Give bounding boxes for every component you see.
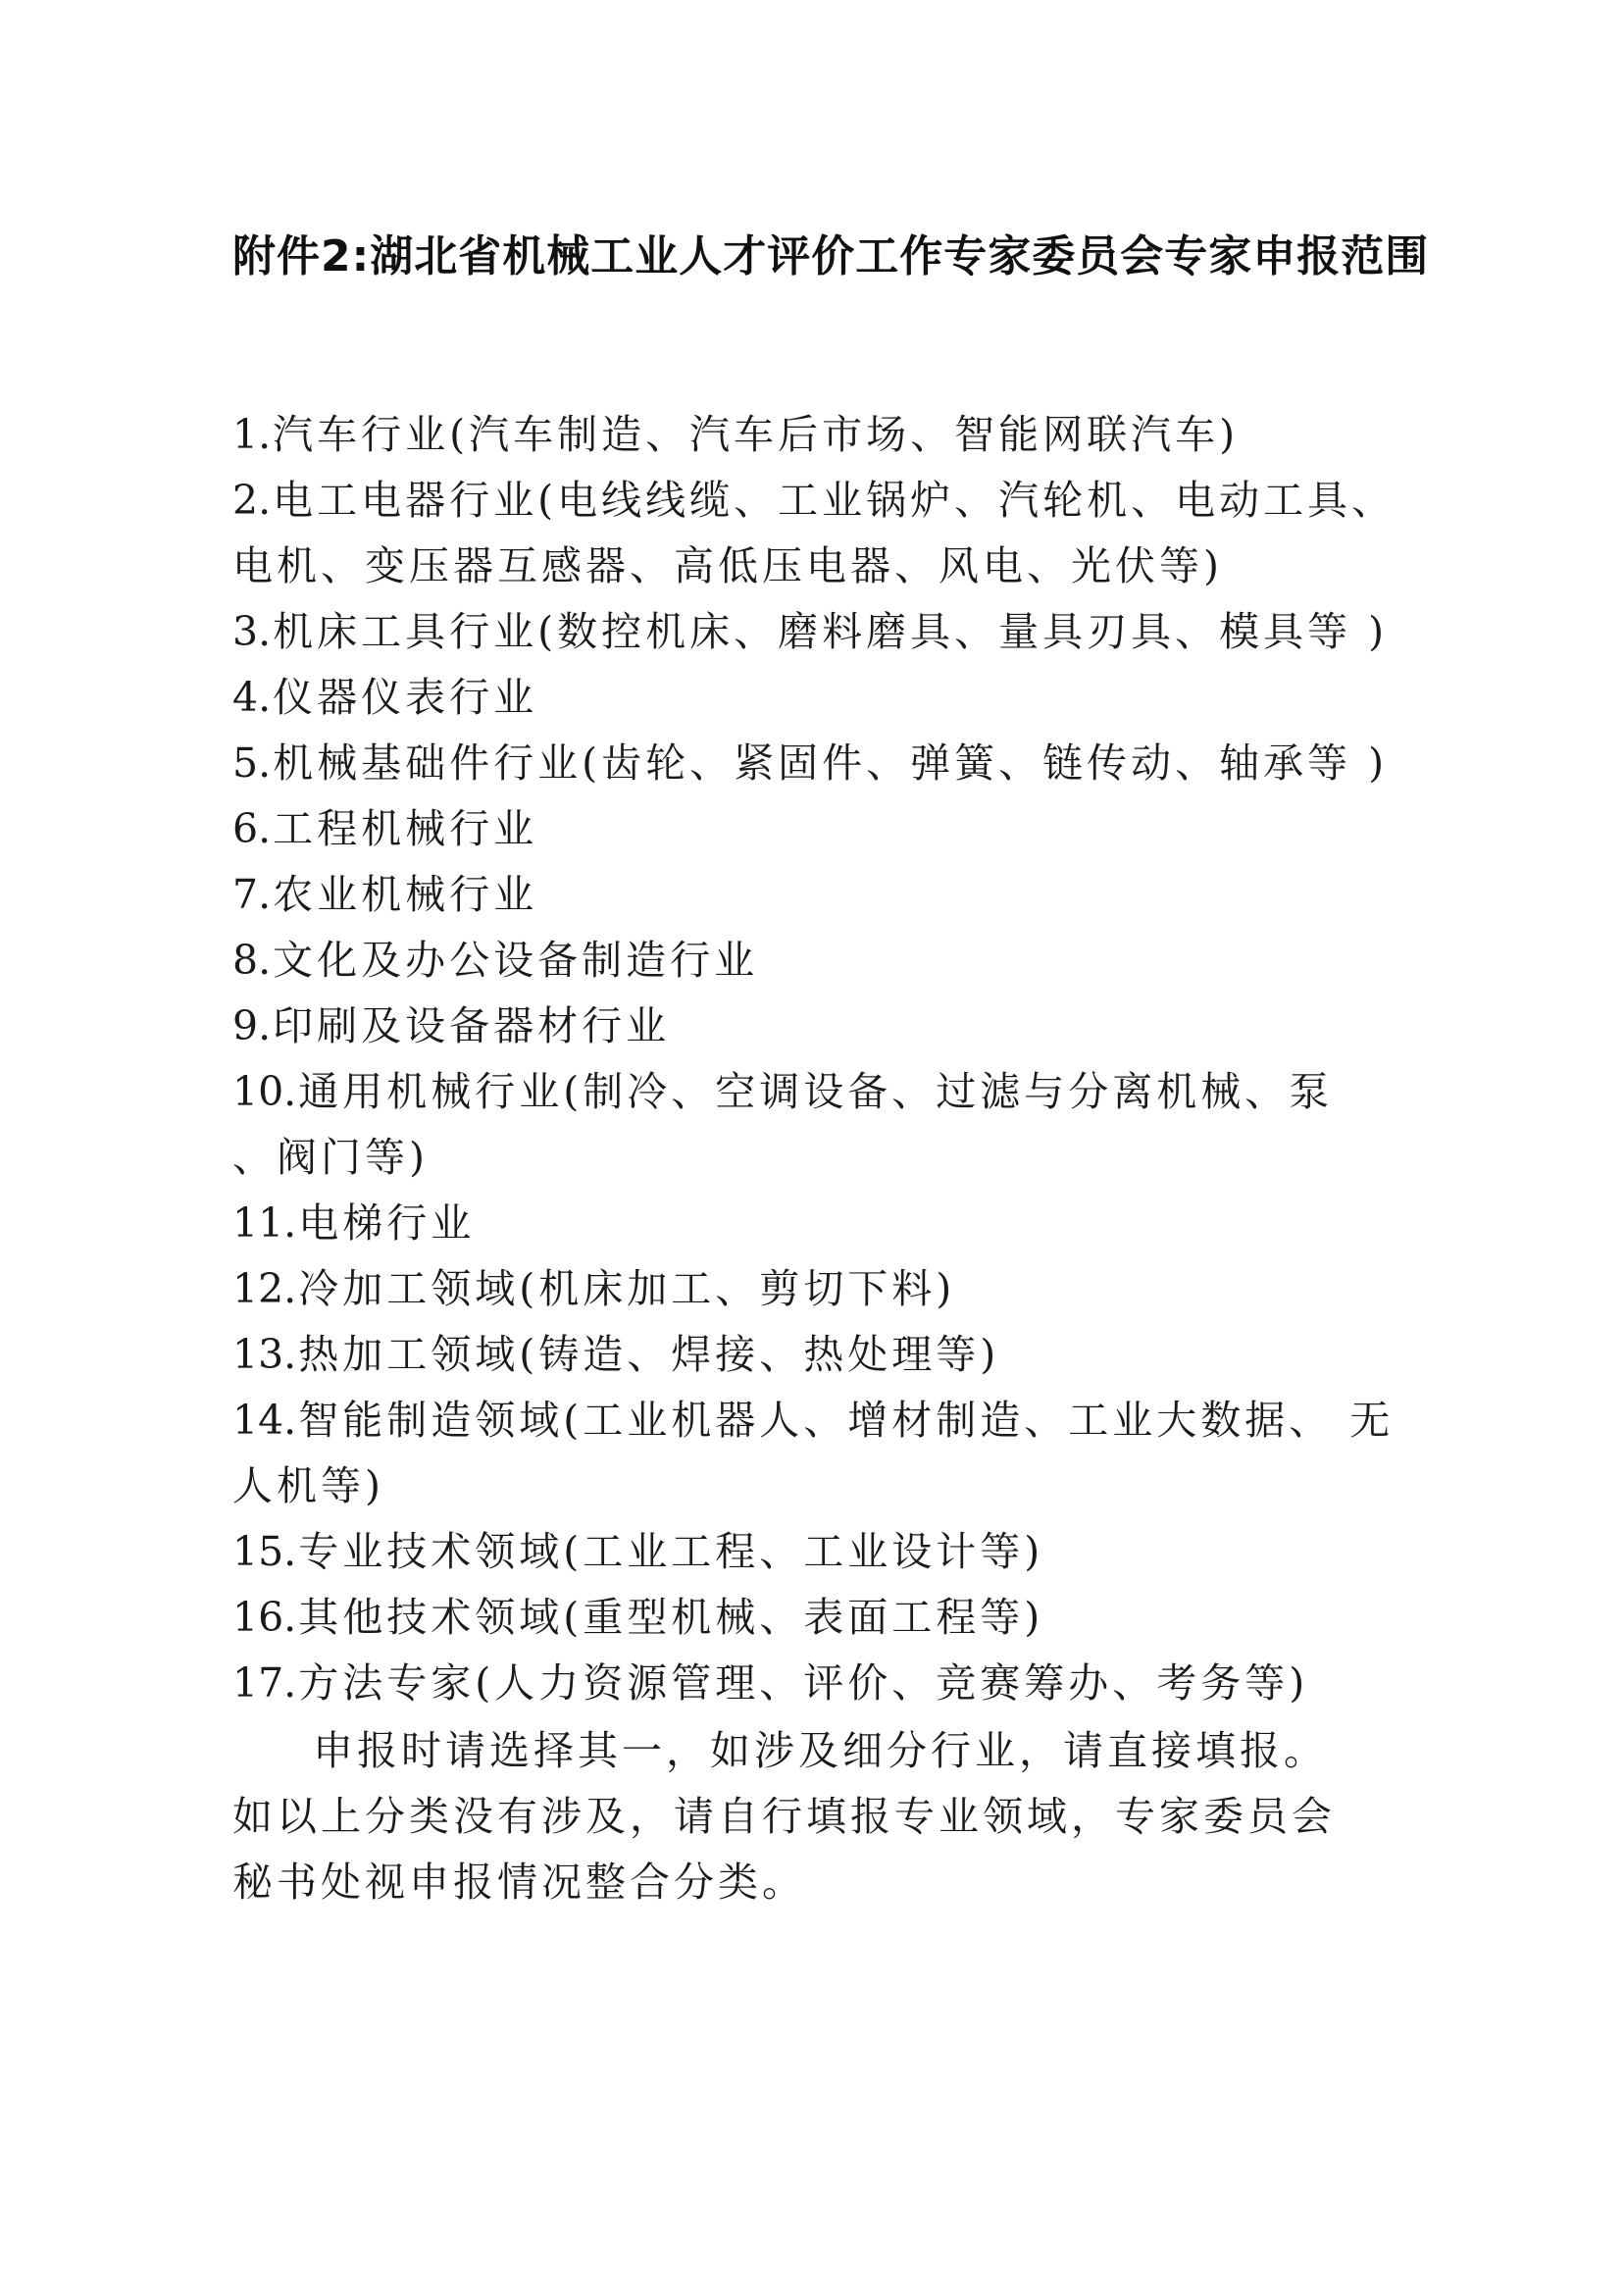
document-title: 附件2:湖北省机械工业人才评价工作专家委员会专家申报范围 (232, 231, 1430, 281)
scope-list-item (232, 1059, 1360, 1191)
item-text: 文化及办公设备制造行业 (273, 937, 759, 984)
item-text: 农业机械行业 (273, 871, 538, 918)
item-number: 11. (232, 1199, 297, 1247)
scope-list-item (232, 468, 1396, 599)
item-text: 电工电器行业(电线线缆、工业锅炉、汽轮机、电动工具、 (273, 477, 1396, 524)
item-number: 4. (232, 674, 272, 721)
scope-list-item (232, 1256, 1360, 1322)
item-text: 工程机械行业 (273, 805, 538, 852)
scope-list-item (232, 1585, 1360, 1651)
item-text: 通用机械行业(制冷、空调设备、过滤与分离机械、泵 (298, 1068, 1334, 1115)
scope-list-item (232, 599, 1389, 665)
scope-list-item (232, 665, 1360, 731)
item-text: 汽车行业(汽车制造、汽车后市场、智能网联汽车) (273, 411, 1240, 458)
item-number: 14. (232, 1397, 297, 1444)
scope-list-item (232, 1322, 1360, 1388)
item-text: 专业技术领域(工业工程、工业设计等) (298, 1528, 1044, 1575)
scope-list-item (232, 796, 1360, 862)
item-text-continued: 电机、变压器互感器、高低压电器、风电、光伏等) (232, 542, 1223, 589)
item-number: 10. (232, 1068, 297, 1115)
scope-list-item (232, 994, 1360, 1059)
item-number: 2. (232, 477, 272, 524)
item-text: 机械基础件行业(齿轮、紧固件、弹簧、链传动、轴承等 ) (273, 739, 1389, 787)
scope-list-item (232, 1388, 1395, 1519)
scope-list (232, 402, 1396, 1716)
item-text: 智能制造领域(工业机器人、增材制造、工业大数据、 无 (298, 1397, 1395, 1444)
scope-list-item (232, 862, 1360, 928)
item-number: 9. (232, 1002, 272, 1049)
item-number: 3. (232, 608, 272, 655)
item-number: 8. (232, 937, 272, 984)
item-text: 热加工领域(铸造、焊接、热处理等) (298, 1331, 1000, 1378)
scope-list-item (232, 1651, 1360, 1716)
scope-list-item (232, 1191, 1360, 1256)
item-number: 5. (232, 739, 272, 787)
scope-list-item (232, 1519, 1360, 1585)
item-text: 其他技术领域(重型机械、表面工程等) (298, 1594, 1044, 1641)
item-number: 13. (232, 1331, 297, 1378)
scope-list-item (232, 402, 1360, 468)
item-text-continued: 、阀门等) (232, 1134, 429, 1181)
item-text: 机床工具行业(数控机床、磨料磨具、量具刃具、模具等 ) (273, 608, 1389, 655)
item-number: 6. (232, 805, 272, 852)
item-number: 7. (232, 871, 272, 918)
item-text: 冷加工领域(机床加工、剪切下料) (298, 1265, 956, 1312)
item-number: 16. (232, 1594, 297, 1641)
item-text: 印刷及设备器材行业 (273, 1002, 671, 1049)
item-number: 17. (232, 1659, 297, 1707)
item-number: 15. (232, 1528, 297, 1575)
item-text: 方法专家(人力资源管理、评价、竞赛筹办、考务等) (298, 1659, 1309, 1707)
scope-list-item (232, 928, 1360, 994)
item-text-continued: 人机等) (232, 1462, 384, 1509)
item-text: 电梯行业 (298, 1199, 476, 1247)
item-number: 12. (232, 1265, 297, 1312)
submission-note: 申报时请选择其一，如涉及细分行业，请直接填报。如以上分类没有涉及，请自行填报专业领域，专家委员会秘书处视申报情况整合分类。 (232, 1727, 1336, 1906)
scope-list-item (232, 731, 1389, 796)
item-number: 1. (232, 411, 272, 458)
item-text: 仪器仪表行业 (273, 674, 538, 721)
